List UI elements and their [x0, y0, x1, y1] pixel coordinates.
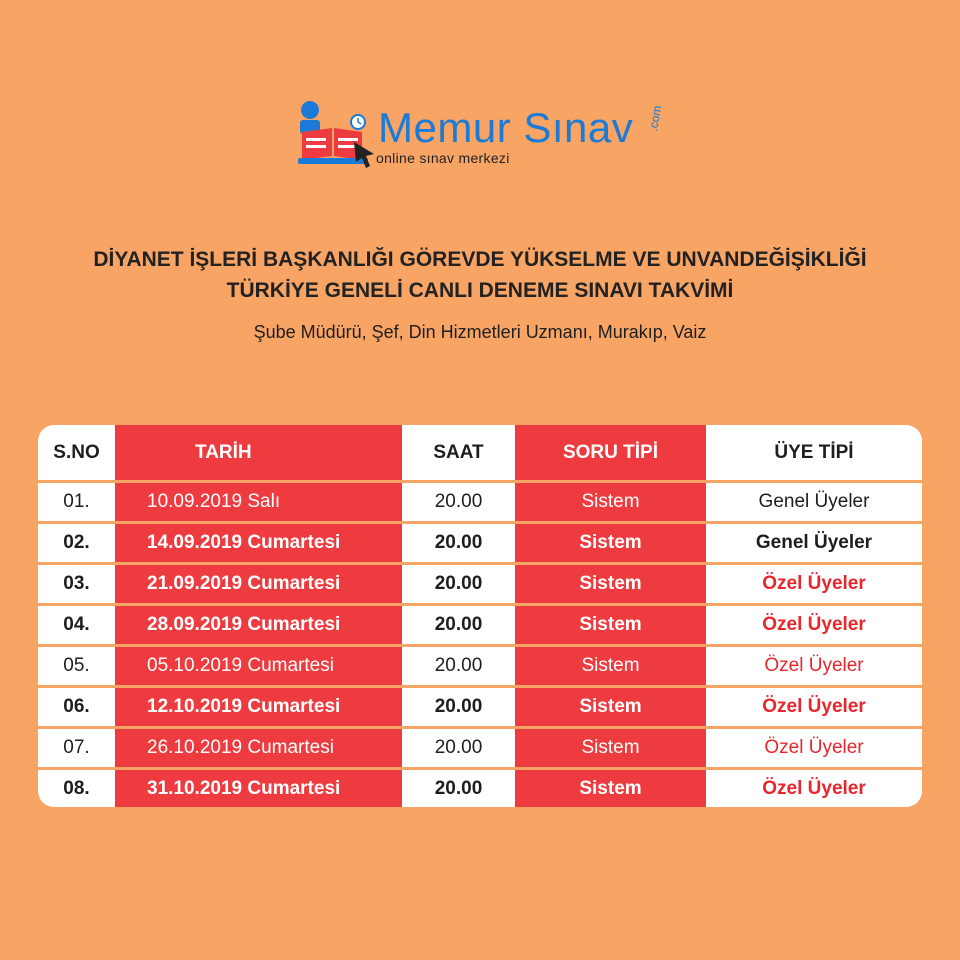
- header-soru-tipi: SORU TİPİ: [562, 442, 658, 463]
- exam-center-logo-icon: [296, 98, 378, 170]
- cell-sno: 04.: [63, 613, 90, 635]
- cell-sno: 07.: [63, 737, 90, 759]
- cell-member-type: Genel Üyeler: [758, 490, 870, 512]
- cell-date: 12.10.2019 Cumartesi: [147, 696, 341, 718]
- header-saat: SAAT: [433, 442, 484, 463]
- cell-sno: 01.: [63, 490, 90, 512]
- cell-time: 20.00: [434, 531, 483, 553]
- logo-com-suffix: .com: [646, 104, 665, 133]
- cell-member-type: Özel Üyeler: [762, 613, 866, 635]
- cell-question-type: Sistem: [579, 572, 642, 594]
- heading-line-1: DİYANET İŞLERİ BAŞKANLIĞI GÖREVDE YÜKSELME VE UNVANDEĞİŞİKLİĞİ: [93, 248, 867, 271]
- cell-question-type: Sistem: [579, 613, 642, 635]
- cell-time: 20.00: [434, 696, 483, 718]
- cell-question-type: Sistem: [581, 490, 640, 512]
- cell-date: 14.09.2019 Cumartesi: [147, 531, 341, 553]
- cell-date: 28.09.2019 Cumartesi: [147, 613, 341, 635]
- cell-member-type: Özel Üyeler: [762, 778, 866, 800]
- cell-date: 10.09.2019 Salı: [147, 490, 281, 512]
- cell-member-type: Özel Üyeler: [762, 696, 866, 718]
- cell-time: 20.00: [434, 654, 483, 676]
- cell-time: 20.00: [434, 778, 483, 800]
- cell-sno: 02.: [63, 531, 90, 553]
- header-uye-tipi: ÜYE TİPİ: [774, 442, 854, 463]
- logo-subtitle: online sınav merkezi: [376, 150, 510, 166]
- cell-time: 20.00: [434, 613, 483, 635]
- cell-member-type: Genel Üyeler: [755, 531, 873, 553]
- cell-question-type: Sistem: [581, 737, 640, 759]
- cell-date: 05.10.2019 Cumartesi: [147, 654, 334, 676]
- cell-date: 21.09.2019 Cumartesi: [147, 572, 341, 594]
- cell-date: 26.10.2019 Cumartesi: [147, 737, 334, 759]
- memur-sinav-logo: [296, 96, 676, 176]
- cell-question-type: Sistem: [579, 778, 642, 800]
- cell-sno: 05.: [63, 654, 90, 676]
- header-sno: S.NO: [53, 442, 100, 463]
- header-tarih: TARİH: [195, 442, 252, 463]
- heading-line-2: TÜRKİYE GENELİ CANLI DENEME SINAVI TAKVİMİ: [226, 279, 734, 302]
- cell-date: 31.10.2019 Cumartesi: [147, 778, 341, 800]
- cell-sno: 08.: [63, 778, 90, 800]
- logo-title: Memur Sınav: [378, 104, 634, 151]
- cell-time: 20.00: [434, 737, 483, 759]
- heading-subtitle: Şube Müdürü, Şef, Din Hizmetleri Uzmanı, Murakıp, Vaiz: [253, 322, 707, 342]
- cell-question-type: Sistem: [579, 696, 642, 718]
- cell-member-type: Özel Üyeler: [764, 737, 864, 759]
- cell-member-type: Özel Üyeler: [764, 654, 864, 676]
- cell-sno: 03.: [63, 572, 90, 594]
- cell-time: 20.00: [434, 572, 483, 594]
- cell-member-type: Özel Üyeler: [762, 572, 866, 594]
- cell-question-type: Sistem: [579, 531, 642, 553]
- cell-question-type: Sistem: [581, 654, 640, 676]
- cell-sno: 06.: [63, 696, 90, 718]
- exam-schedule-table: [38, 425, 922, 807]
- cell-time: 20.00: [434, 490, 483, 512]
